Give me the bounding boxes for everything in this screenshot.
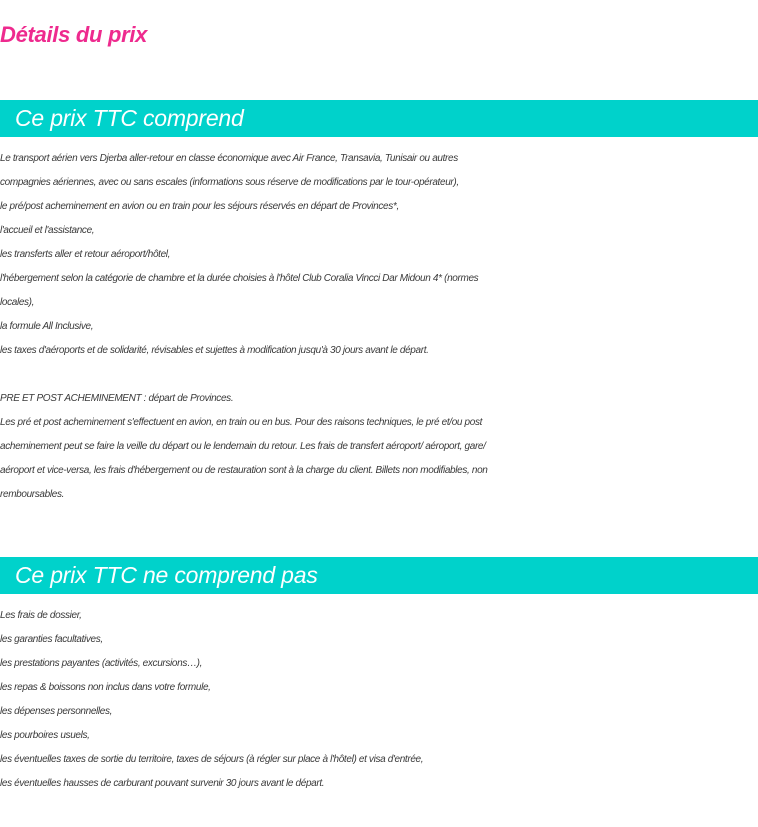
spacer (0, 363, 758, 387)
acheminement-note-line: Les pré et post acheminement s'effectuent en avion, en train ou en bus. Pour des raisons techniques, le pré et/ou post (0, 417, 483, 428)
page-title: Détails du prix (0, 22, 148, 47)
excludes-line: les éventuelles taxes de sortie du territoire, taxes de séjours (à régler sur place à l'hôtel) et visa d'entrée, (0, 754, 424, 765)
excludes-line: les garanties facultatives, (0, 634, 103, 645)
includes-line: l'hébergement selon la catégorie de chambre et la durée choisies à l'hôtel Club Coralia Vincci Dar Midoun 4* (normes (0, 273, 479, 284)
acheminement-note-heading: PRE ET POST ACHEMINEMENT : départ de Provinces. (0, 393, 234, 404)
includes-line: les taxes d'aéroports et de solidarité, révisables et sujettes à modification jusqu'à 30 jours avant le départ. (0, 345, 429, 356)
includes-line: l'accueil et l'assistance, (0, 225, 95, 236)
excludes-line: Les frais de dossier, (0, 610, 82, 621)
includes-line: les transferts aller et retour aéroport/hôtel, (0, 249, 171, 260)
excludes-line: les pourboires usuels, (0, 730, 90, 741)
acheminement-note-line: aéroport et vice-versa, les frais d'hébergement ou de restauration sont à la charge du client. Billets non modifiables, non (0, 465, 488, 476)
excludes-line: les dépenses personnelles, (0, 706, 113, 717)
includes-section-body (0, 147, 758, 507)
excludes-section-header (0, 557, 758, 594)
excludes-line: les prestations payantes (activités, excursions…), (0, 658, 203, 669)
includes-line: la formule All Inclusive, (0, 321, 94, 332)
excludes-line: les éventuelles hausses de carburant pouvant survenir 30 jours avant le départ. (0, 778, 325, 789)
includes-section-header (0, 100, 758, 137)
acheminement-note-line: remboursables. (0, 489, 65, 500)
acheminement-note-line: acheminement peut se faire la veille du départ ou le lendemain du retour. Les frais de transfert aéroport/ aéroport, gare/ (0, 441, 486, 452)
includes-line: locales), (0, 297, 35, 308)
excludes-section-body (0, 604, 758, 796)
excludes-heading: Ce prix TTC ne comprend pas (15, 562, 318, 588)
includes-heading: Ce prix TTC comprend (15, 105, 244, 131)
includes-line: Le transport aérien vers Djerba aller-retour en classe économique avec Air France, Transavia, Tunisair ou autres (0, 153, 458, 164)
includes-line: le pré/post acheminement en avion ou en train pour les séjours réservés en départ de Provinces*, (0, 201, 399, 212)
excludes-line: les repas & boissons non inclus dans votre formule, (0, 682, 211, 693)
includes-line: compagnies aériennes, avec ou sans escales (informations sous réserve de modifications par le tour-opérateur), (0, 177, 459, 188)
